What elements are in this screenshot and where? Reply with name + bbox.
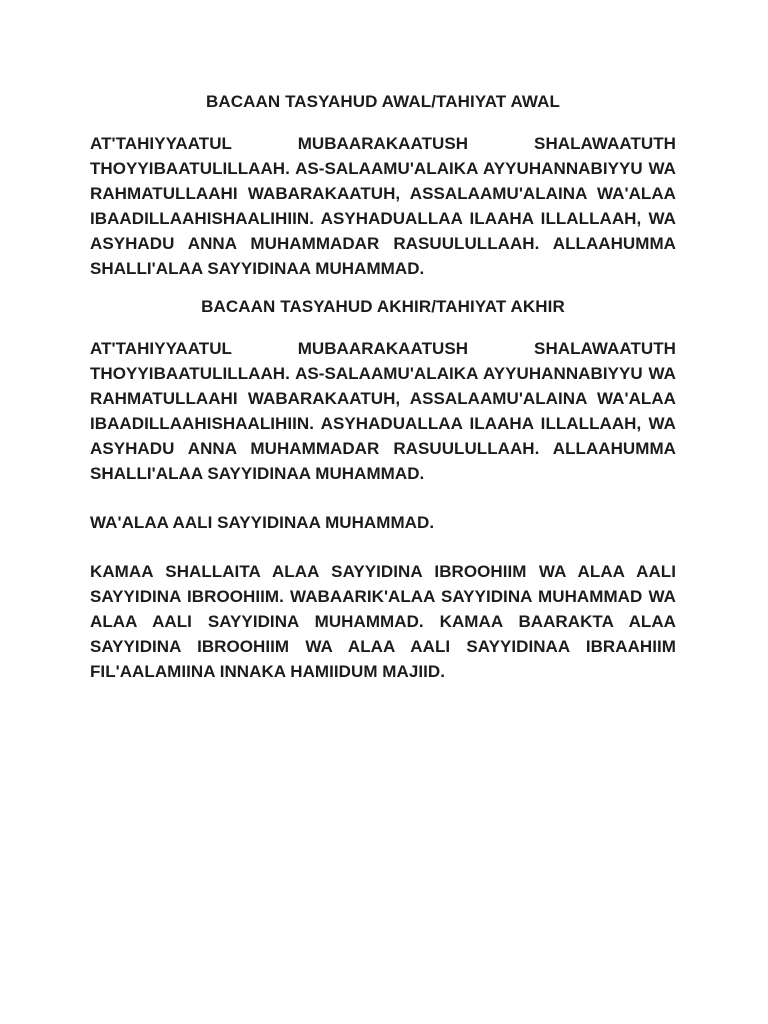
paragraph-tasyahud-awal: AT'TAHIYYAATUL MUBAARAKAATUSH SHALAWAATUTH THOYYIBAATULILLAAH. AS-SALAAMU'ALAIKA AYYUHANNABIYYU WA RAHMATULLAAHI WABARAKAATUH, ASSALAAMU'ALAINA WA'ALAA IBAADILLAAHISHAALIHIIN. ASYHADUALLAA ILAAHA ILLALLAAH, WA ASYHADU ANNA MUHAMMADAR RASUULULLAAH. ALLAAHUMMA SHALLI'ALAA SAYYIDINAA MUHAMMAD.	[90, 134, 676, 278]
paragraph-waalaa-aali: WA'ALAA AALI SAYYIDINAA MUHAMMAD.	[90, 513, 435, 532]
section-heading-tasyahud-awal: BACAAN TASYAHUD AWAL/TAHIYAT AWAL	[205, 92, 560, 111]
section-heading-tasyahud-akhir: BACAAN TASYAHUD AKHIR/TAHIYAT AKHIR	[201, 297, 565, 316]
paragraph-tasyahud-akhir: AT'TAHIYYAATUL MUBAARAKAATUSH SHALAWAATUTH THOYYIBAATULILLAAH. AS-SALAAMU'ALAIKA AYYUHANNABIYYU WA RAHMATULLAAHI WABARAKAATUH, ASSALAAMU'ALAINA WA'ALAA IBAADILLAAHISHAALIHIIN. ASYHADUALLAA ILAAHA ILLALLAAH, WA ASYHADU ANNA MUHAMMADAR RASUULULLAAH. ALLAAHUMMA SHALLI'ALAA SAYYIDINAA MUHAMMAD.	[90, 339, 676, 483]
paragraph-kamaa-shallaita: KAMAA SHALLAITA ALAA SAYYIDINA IBROOHIIM WA ALAA AALI SAYYIDINA IBROOHIIM. WABAARIK'ALAA SAYYIDINA MUHAMMAD WA ALAA AALI SAYYIDINA MUHAMMAD. KAMAA BAARAKTA ALAA SAYYIDINA IBROOHIIM WA ALAA AALI SAYYIDINAA IBRAAHIIM FIL'AALAMIINA INNAKA HAMIIDUM MAJIID.	[90, 562, 676, 681]
